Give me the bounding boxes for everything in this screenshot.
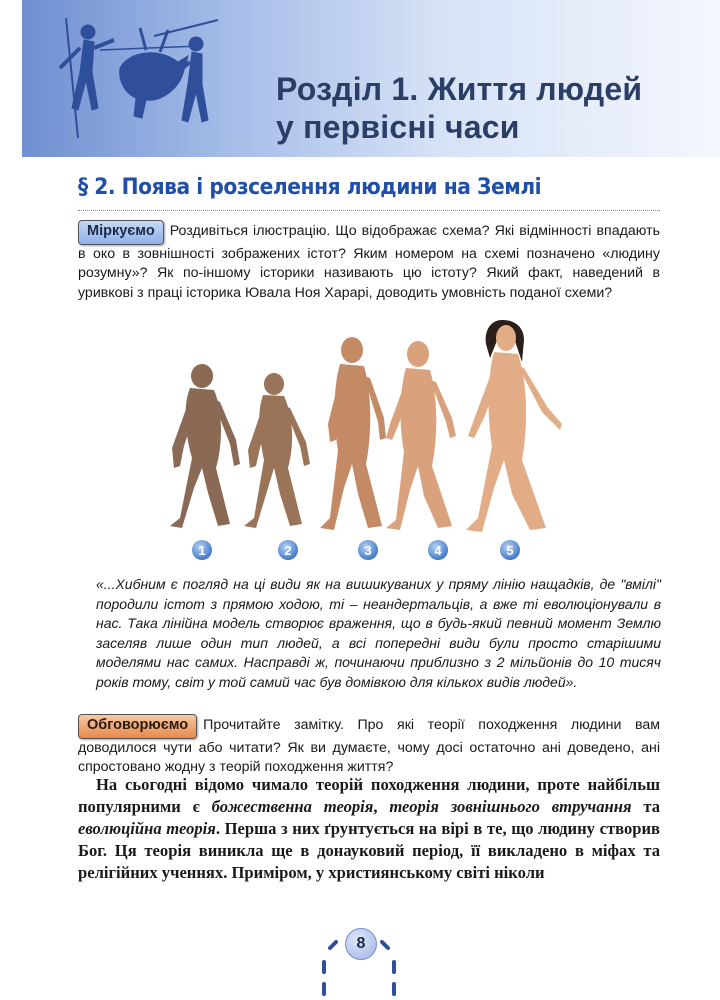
- chapter-title-line1: Розділ 1. Життя людей: [276, 71, 643, 107]
- body-paragraph: [78, 774, 660, 884]
- discuss-badge: Обговорюємо: [78, 714, 197, 739]
- body-term-divine: божественна теорія: [211, 797, 374, 816]
- figure-number-3-label: 3: [364, 543, 372, 558]
- discuss-text: Прочитайте замітку. Про які теорії походження людини вам доводилося чути або читати? Як ви думаєте, чому досі остаточно ані доведено, ані спростовано жодну з теорій походження життя?: [78, 717, 660, 775]
- human-evolution-illustration: [150, 318, 580, 573]
- cave-painting-illustration: [50, 10, 220, 150]
- body-term-evolution: еволюційна теорія: [78, 819, 216, 838]
- figure-number-5-label: 5: [506, 543, 514, 558]
- figure-number-2-label: 2: [284, 543, 292, 558]
- hominid-figure-2: [244, 373, 310, 528]
- figure-number-4: [428, 540, 448, 560]
- chapter-title-line2: у первісні часи: [276, 109, 520, 145]
- chapter-title: [276, 70, 716, 146]
- think-badge: Міркуємо: [78, 220, 164, 245]
- figure-number-4-label: 4: [434, 543, 442, 558]
- hominid-figure-4: [386, 341, 456, 530]
- body-text-5: та: [631, 797, 661, 816]
- discuss-paragraph: [78, 714, 660, 778]
- think-text: Роздивіться ілюстрацію. Що відображає схема? Які відмінності впадають в око в зовнішності зображених істот? Яким номером на схемі позначено «людину розумну»? Як по-іншому історики називають цю істоту? Який факт, наведений в уривкові з праці історика Ювала Ноя Харарі, доводить умовність поданої схеми?: [78, 223, 660, 301]
- hominid-figure-1: [170, 364, 240, 528]
- section-divider: [78, 210, 660, 211]
- body-text-3: ,: [373, 797, 390, 816]
- hominid-figure-3: [320, 337, 386, 530]
- figure-number-2: [278, 540, 298, 560]
- section-title: § 2. Поява і розселення людини на Землі: [78, 175, 542, 200]
- figure-number-1: [192, 540, 212, 560]
- chapter-header: [22, 0, 720, 157]
- body-term-external: теорія зовнішнього втручання: [389, 797, 632, 816]
- harari-quote: «...Хибним є погляд на ці види як на вишикуваних у пряму лінію нащадків, де "вмілі" породили істот з прямою ходою, ті – неандертальців, а вже ті еволюціонували в нас. Така лінійна модель створює враження, що в будь-який певний момент Землю заселяв лише один тип людей, а всі попередні види були просто старішими моделями нас самих. Насправді ж, починаючи приблизно з 2 мільйонів до 10 тисяч років тому, світ у той самий час був домівкою для кількох видів людей».: [96, 576, 661, 690]
- hominid-figure-5: [466, 320, 562, 532]
- figure-number-1-label: 1: [198, 543, 206, 558]
- body-text-1: На сьогодні відомо чимало теорій походження людини, проте найбільш популярними є: [78, 775, 660, 816]
- figure-number-5: [500, 540, 520, 560]
- page-number-block: [314, 922, 404, 1000]
- think-paragraph: [78, 220, 660, 303]
- body-text-7: . Перша з них ґрунтується на вірі в те, що людину створив Бог. Ця теорія виникла ще в донауковий період, її викладено в міфах та релігійних ученнях. Приміром, у християнському світі ніколи: [78, 819, 660, 882]
- page-number: 8: [345, 928, 377, 960]
- figure-number-3: [358, 540, 378, 560]
